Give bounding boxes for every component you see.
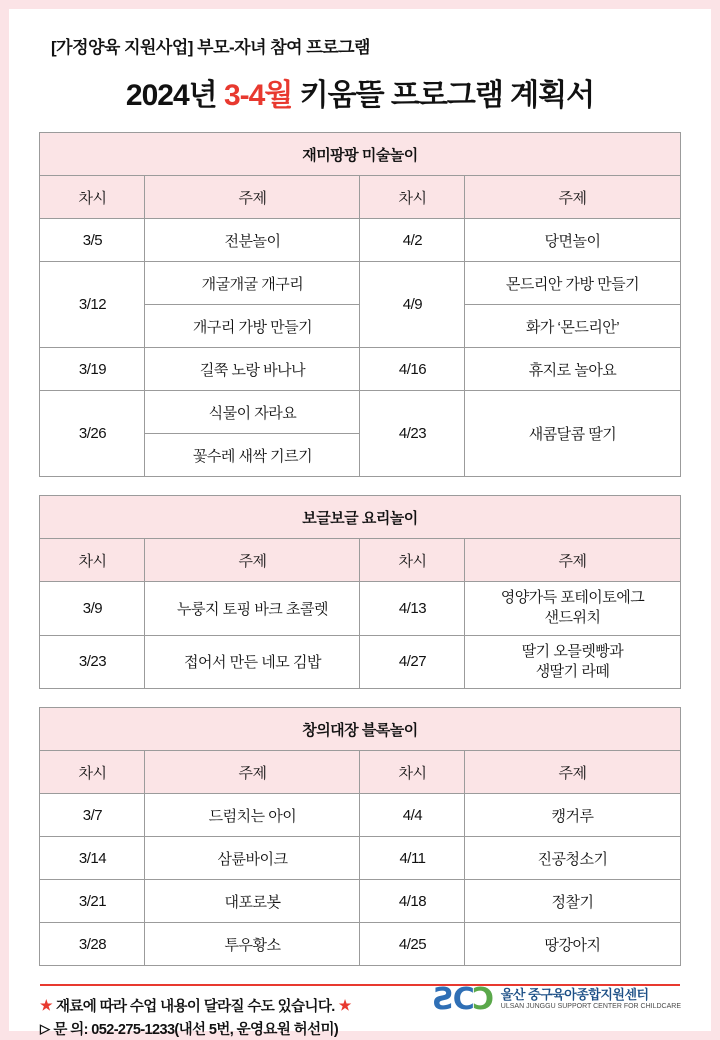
col-session-left: 차시 (40, 539, 145, 582)
footer-logo (433, 982, 681, 1017)
table-band-header (40, 496, 680, 539)
session-cell: 4/27 (360, 635, 465, 689)
table-column-header (40, 176, 680, 219)
org-name-en: ULSAN JUNGGU SUPPORT CENTER FOR CHILDCARE (500, 1003, 681, 1011)
session-cell: 3/7 (40, 794, 145, 837)
topic-cell: 식물이 자라요 (145, 391, 360, 434)
session-cell: 4/11 (360, 837, 465, 880)
topic-cell: 캥거루 (465, 794, 680, 837)
star-icon: ★ (40, 997, 52, 1013)
table-band-header (40, 708, 680, 751)
triangle-icon: ▷ (40, 1020, 50, 1036)
star-icon: ★ (338, 997, 351, 1013)
program-subtitle: [가정양육 지원사업] 부모-자녀 참여 프로그램 (51, 38, 370, 57)
topic-cell: 몬드리안 가방 만들기 (465, 262, 680, 305)
col-session-right: 차시 (360, 176, 465, 219)
session-cell: 4/4 (360, 794, 465, 837)
session-cell: 4/16 (360, 348, 465, 391)
session-cell: 4/23 (360, 391, 465, 477)
col-session-left: 차시 (40, 751, 145, 794)
session-cell: 3/14 (40, 837, 145, 880)
table-row (40, 348, 680, 391)
section-title: 창의대장 블록놀이 (40, 708, 680, 751)
col-session-right: 차시 (360, 751, 465, 794)
session-cell: 3/23 (40, 635, 145, 689)
topic-cell: 대포로봇 (145, 880, 360, 923)
col-topic-left: 주제 (145, 176, 360, 219)
session-cell: 3/21 (40, 880, 145, 923)
table-row (40, 794, 680, 837)
footer-org (501, 988, 681, 1011)
center-logo-icon (433, 982, 492, 1017)
note-contact (40, 1018, 680, 1039)
logo-mark-text: ƧC (433, 982, 473, 1017)
topic-cell: 드럼치는 아이 (145, 794, 360, 837)
session-cell: 3/9 (40, 582, 145, 636)
topic-cell: 땅강아지 (465, 923, 680, 966)
schedule-table-block (39, 707, 680, 966)
title-accent: 3-4월 (223, 79, 293, 112)
note-text: 문 의: 052-275-1233(내선 5번, 운영요원 허선미) (53, 1022, 339, 1038)
title-suffix: 키움뜰 프로그램 계획서 (292, 79, 595, 112)
col-topic-left: 주제 (145, 539, 360, 582)
topic-cell: 길쭉 노랑 바나나 (145, 348, 360, 391)
session-cell: 4/9 (360, 262, 465, 348)
table-row (40, 837, 680, 880)
schedule-table-art (39, 132, 680, 477)
table-row (40, 635, 680, 689)
table-band-header (40, 133, 680, 176)
table-column-header (40, 751, 680, 794)
table-row (40, 880, 680, 923)
session-cell: 3/19 (40, 348, 145, 391)
topic-cell: 개굴개굴 개구리 (145, 262, 360, 305)
note-text: 재료에 따라 수업 내용이 달라질 수도 있습니다. (55, 999, 335, 1015)
topic-cell: 화가 ‘몬드리안’ (465, 305, 680, 348)
topic-cell: 정찰기 (465, 880, 680, 923)
session-cell: 4/13 (360, 582, 465, 636)
topic-cell: 당면놀이 (465, 219, 680, 262)
session-cell: 3/5 (40, 219, 145, 262)
topic-cell: 누룽지 토핑 바크 초콜렛 (145, 582, 360, 636)
section-title: 재미팡팡 미술놀이 (40, 133, 680, 176)
col-topic-right: 주제 (465, 751, 680, 794)
table-row (40, 582, 680, 636)
col-topic-right: 주제 (465, 176, 680, 219)
topic-cell: 투우황소 (145, 923, 360, 966)
table-column-header (40, 539, 680, 582)
session-cell: 3/12 (40, 262, 145, 348)
table-row (40, 219, 680, 262)
topic-cell: 꽃수레 새싹 기르기 (145, 434, 360, 477)
page-title (37, 70, 683, 114)
topic-cell: 영양가득 포테이토에그 샌드위치 (465, 582, 680, 636)
session-cell: 4/25 (360, 923, 465, 966)
table-row (40, 923, 680, 966)
col-topic-right: 주제 (465, 539, 680, 582)
topic-cell: 딸기 오믈렛빵과 생딸기 라떼 (465, 635, 680, 689)
col-session-right: 차시 (360, 539, 465, 582)
topic-cell: 개구리 가방 만들기 (145, 305, 360, 348)
table-row (40, 391, 680, 434)
schedule-table-cooking (39, 495, 680, 689)
title-prefix: 2024년 (125, 79, 224, 112)
topic-cell: 새콤달콤 딸기 (465, 391, 680, 477)
session-cell: 3/28 (40, 923, 145, 966)
table-row (40, 262, 680, 305)
section-title: 보글보글 요리놀이 (40, 496, 680, 539)
session-cell: 4/2 (360, 219, 465, 262)
topic-cell: 삼륜바이크 (145, 837, 360, 880)
col-session-left: 차시 (40, 176, 145, 219)
topic-cell: 진공청소기 (465, 837, 680, 880)
topic-cell: 휴지로 놀아요 (465, 348, 680, 391)
topic-cell: 전분놀이 (145, 219, 360, 262)
col-topic-left: 주제 (145, 751, 360, 794)
topic-cell: 접어서 만든 네모 김밥 (145, 635, 360, 689)
logo-mark-accent: Ͻ (472, 982, 492, 1017)
org-name-kr: 울산 중구육아종합지원센터 (500, 987, 649, 1003)
session-cell: 3/26 (40, 391, 145, 477)
session-cell: 4/18 (360, 880, 465, 923)
